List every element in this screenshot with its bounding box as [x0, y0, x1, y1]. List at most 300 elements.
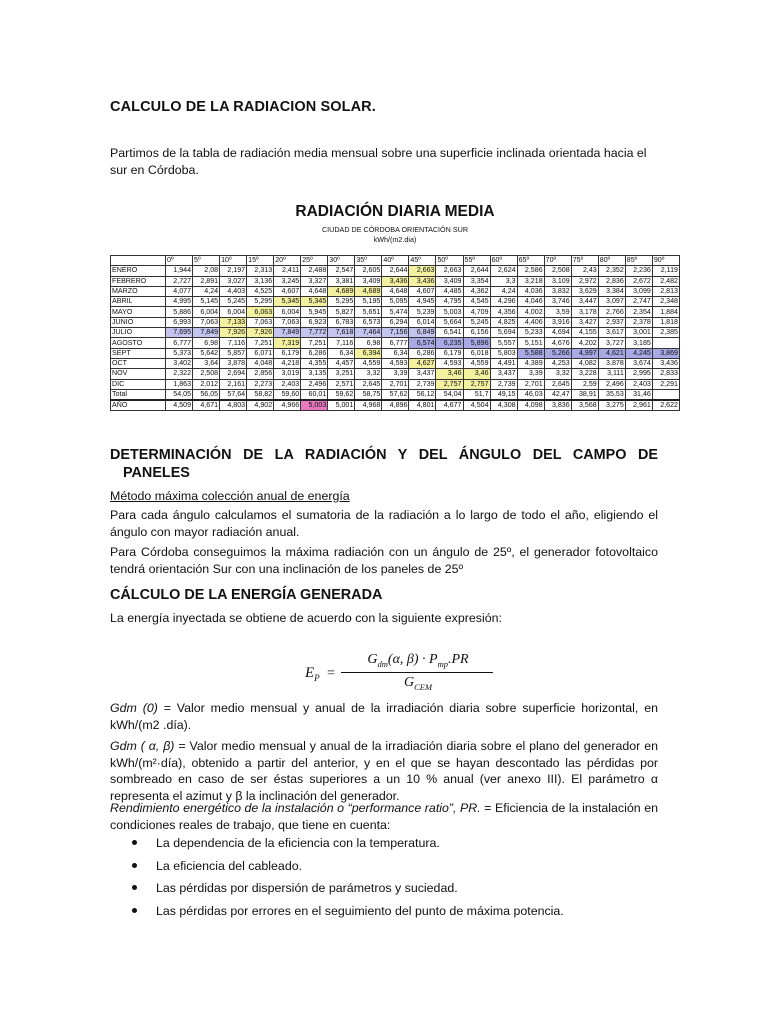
table-cell: 5,345: [301, 297, 328, 307]
table-cell: 5,588: [517, 348, 544, 358]
table-cell: 3,245: [274, 276, 301, 286]
table-cell: 1,944: [166, 266, 193, 276]
table-cell: 3,027: [220, 276, 247, 286]
table-header-cell: 45º: [409, 256, 436, 266]
table-cell: 4,997: [571, 348, 598, 358]
table-cell: 6,071: [247, 348, 274, 358]
list-item: Las pérdidas por errores en el seguimiento del punto de máxima potencia.: [132, 903, 564, 926]
definition-gdm-alpha-beta: [110, 738, 658, 804]
table-cell: 3,384: [598, 286, 625, 296]
table-row: [111, 286, 680, 296]
table-cell: 2,273: [247, 379, 274, 389]
table-cell: 5,145: [193, 297, 220, 307]
table-header-cell: 25º: [301, 256, 328, 266]
section-heading-energy: CÁLCULO DE LA ENERGÍA GENERADA: [110, 587, 383, 603]
formula-lhs: $E_P$: [305, 665, 320, 683]
table-cell: 49,15: [490, 389, 517, 400]
table-cell: 3,436: [409, 276, 436, 286]
table-cell: 4,709: [463, 307, 490, 317]
table-cell: 4,002: [517, 307, 544, 317]
table-header-cell: 80º: [598, 256, 625, 266]
table-cell: 5,651: [355, 307, 382, 317]
table-cell: 2,672: [625, 276, 652, 286]
table-cell: 5,266: [544, 348, 571, 358]
table-cell: 4,545: [463, 297, 490, 307]
table-cell: 3,878: [220, 358, 247, 368]
table-cell: 5,345: [274, 297, 301, 307]
table-cell: 3,447: [571, 297, 598, 307]
table-cell: 54,05: [166, 389, 193, 400]
table-cell: 5,295: [247, 297, 274, 307]
table-cell: 7,116: [328, 338, 355, 348]
table-title: RADIACIÓN DIARIA MEDIA: [295, 203, 495, 220]
table-cell: 2,482: [652, 276, 679, 286]
table-cell: 6,541: [436, 328, 463, 338]
table-cell: 6,004: [193, 307, 220, 317]
table-row-label: SEPT: [111, 348, 166, 358]
table-cell: 5,945: [301, 307, 328, 317]
table-header-corner: [111, 256, 166, 266]
table-header-cell: 50º: [436, 256, 463, 266]
table-row: [111, 297, 680, 307]
table-cell: 3,3: [490, 276, 517, 286]
table-cell: 6,286: [301, 348, 328, 358]
table-cell: 4,356: [490, 307, 517, 317]
table-cell: 4,676: [544, 338, 571, 348]
paragraph-max-radiation: Para Córdoba conseguimos la máxima radiación con un ángulo de 25º, el generador fotovoltaico tendrá orientación Sur con una inclinación de los paneles de 25º: [110, 545, 658, 576]
table-row-label: NOV: [111, 369, 166, 379]
table-cell: 5,001: [328, 400, 355, 411]
table-cell: 4,671: [193, 400, 220, 411]
table-cell: 5,295: [328, 297, 355, 307]
table-cell: 4,621: [598, 348, 625, 358]
table-row-label: JULIO: [111, 328, 166, 338]
table-cell: 4,945: [409, 297, 436, 307]
table-cell: 2,622: [652, 400, 679, 411]
bullet-icon: [132, 885, 137, 890]
table-cell: 3,111: [598, 369, 625, 379]
table-cell: 5,857: [220, 348, 247, 358]
table-row-label: FEBRERO: [111, 276, 166, 286]
table-cell: 2,836: [598, 276, 625, 286]
table-cell: 5,095: [382, 297, 409, 307]
table-cell: 6,294: [382, 317, 409, 327]
table-cell: 3,39: [382, 369, 409, 379]
table-cell: 5,886: [166, 307, 193, 317]
table-cell: 2,547: [328, 266, 355, 276]
table-cell: 4,593: [436, 358, 463, 368]
table-cell: 4,389: [517, 358, 544, 368]
table-cell: 3,436: [652, 358, 679, 368]
table-cell: 6,014: [409, 317, 436, 327]
table-cell: 2,322: [166, 369, 193, 379]
table-cell: 2,739: [409, 379, 436, 389]
table-cell: 3,39: [517, 369, 544, 379]
table-cell: 3,59: [544, 307, 571, 317]
table-cell: 46,03: [517, 389, 544, 400]
table-cell: 2,856: [247, 369, 274, 379]
table-header-cell: 15º: [247, 256, 274, 266]
table-cell: 3,32: [355, 369, 382, 379]
method-text: Método máxima colección anual de energía: [110, 489, 350, 503]
table-cell: 6,98: [193, 338, 220, 348]
table-cell: 6,923: [301, 317, 328, 327]
table-cell: 2,961: [625, 400, 652, 411]
table-header-row: [111, 256, 680, 266]
table-cell: 5,151: [517, 338, 544, 348]
table-cell: 42,47: [544, 389, 571, 400]
table-cell: 3,109: [544, 276, 571, 286]
table-cell: 2,586: [517, 266, 544, 276]
table-cell: 7,063: [274, 317, 301, 327]
table-cell: 3,617: [598, 328, 625, 338]
table-row: [111, 317, 680, 327]
table-cell: 4,491: [490, 358, 517, 368]
table-cell: 2,348: [652, 297, 679, 307]
table-cell: 4,077: [166, 286, 193, 296]
table-cell: 2,488: [301, 266, 328, 276]
table-cell: 3,746: [544, 297, 571, 307]
table-cell: 6,156: [463, 328, 490, 338]
definition-performance-ratio: [110, 800, 658, 833]
table-cell: 2,352: [598, 266, 625, 276]
table-cell: 4,995: [166, 297, 193, 307]
table-cell: 4,048: [247, 358, 274, 368]
table-cell: 3,275: [598, 400, 625, 411]
table-cell: 2,972: [571, 276, 598, 286]
text-performance-ratio: = Eficiencia de la instalación en condiciones reales de trabajo, que tiene en cuenta:: [110, 801, 658, 832]
table-cell: 3,916: [544, 317, 571, 327]
table-cell: 4,253: [544, 358, 571, 368]
table-cell: 2,571: [328, 379, 355, 389]
table-cell: 3,46: [463, 369, 490, 379]
table-cell: 5,373: [166, 348, 193, 358]
table-cell: 57,62: [382, 389, 409, 400]
table-cell: 6,573: [355, 317, 382, 327]
bullet-icon: [132, 863, 137, 868]
table-cell: 1,818: [652, 317, 679, 327]
table-cell: 6,063: [247, 307, 274, 317]
table-cell: 4,803: [220, 400, 247, 411]
table-cell: 4,082: [571, 358, 598, 368]
table-cell: 6,993: [166, 317, 193, 327]
section-heading-radiation-angle: [110, 447, 658, 482]
table-cell: 2,508: [544, 266, 571, 276]
table-cell: 3,436: [382, 276, 409, 286]
table-row-label: DIC: [111, 379, 166, 389]
table-cell: 3,437: [409, 369, 436, 379]
table-cell: 4,559: [463, 358, 490, 368]
table-cell: 3,869: [652, 348, 679, 358]
table-cell: 58,75: [355, 389, 382, 400]
table-subtitle: CIUDAD DE CÓRDOBA ORIENTACIÓN SUR: [321, 225, 469, 234]
table-row: [111, 328, 680, 338]
table-cell: 2,937: [598, 317, 625, 327]
table-cell: 6,98: [355, 338, 382, 348]
table-header-cell: 40º: [382, 256, 409, 266]
table-cell: 7,464: [355, 328, 382, 338]
table-cell: 4,801: [409, 400, 436, 411]
table-cell: 3,836: [544, 400, 571, 411]
table-cell: 4,218: [274, 358, 301, 368]
radiation-table: [110, 255, 680, 411]
table-cell: 4,607: [274, 286, 301, 296]
table-row-label: OCT: [111, 358, 166, 368]
table-cell: 5,003: [436, 307, 463, 317]
table-cell: 7,133: [220, 317, 247, 327]
table-cell: 3,427: [571, 317, 598, 327]
table-cell: 4,509: [166, 400, 193, 411]
table-cell: 2,236: [625, 266, 652, 276]
table-cell: 2,663: [436, 266, 463, 276]
list-item: La eficiencia del cableado.: [132, 858, 564, 881]
table-cell: 3,381: [328, 276, 355, 286]
table-cell: 54,04: [436, 389, 463, 400]
radiation-table-figure: [110, 203, 680, 413]
table-cell: 2,496: [301, 379, 328, 389]
table-cell: 4,24: [490, 286, 517, 296]
table-cell: 4,966: [274, 400, 301, 411]
table-cell: 2,766: [598, 307, 625, 317]
table-cell: 4,457: [328, 358, 355, 368]
table-cell: 6,235: [436, 338, 463, 348]
table-header-cell: 5º: [193, 256, 220, 266]
list-item: La dependencia de la eficiencia con la temperatura.: [132, 835, 564, 858]
table-cell: 5,233: [517, 328, 544, 338]
table-cell: 4,355: [301, 358, 328, 368]
table-cell: 4,485: [436, 286, 463, 296]
table-cell: 4,689: [328, 286, 355, 296]
table-cell: 2,59: [571, 379, 598, 389]
table-cell: 4,902: [247, 400, 274, 411]
table-row-label: Total: [111, 389, 166, 400]
table-cell: 5,245: [463, 317, 490, 327]
table-cell: 7,772: [301, 328, 328, 338]
table-cell: 1,863: [166, 379, 193, 389]
table-cell: 3,097: [598, 297, 625, 307]
table-cell: 3,878: [598, 358, 625, 368]
table-cell: [652, 338, 679, 348]
table-row: [111, 369, 680, 379]
energy-formula: [305, 652, 505, 696]
table-cell: 7,063: [247, 317, 274, 327]
table-cell: 3,832: [544, 286, 571, 296]
table-cell: 3,629: [571, 286, 598, 296]
table-cell: 38,91: [571, 389, 598, 400]
table-cell: 4,593: [382, 358, 409, 368]
table-cell: 3,674: [625, 358, 652, 368]
table-header-cell: 85º: [625, 256, 652, 266]
table-cell: 6,777: [382, 338, 409, 348]
table-cell: 3,568: [571, 400, 598, 411]
table-cell: 6,179: [274, 348, 301, 358]
table-cell: 2,813: [652, 286, 679, 296]
table-cell: 3,099: [625, 286, 652, 296]
table-cell: 5,827: [328, 307, 355, 317]
table-cell: 4,098: [517, 400, 544, 411]
list-item: Las pérdidas por dispersión de parámetros y suciedad.: [132, 880, 564, 903]
definition-gdm0: [110, 700, 658, 733]
table-cell: 3,727: [598, 338, 625, 348]
page-title: CALCULO DE LA RADIACION SOLAR.: [110, 99, 376, 115]
table-cell: 7,695: [166, 328, 193, 338]
table-cell: 6,574: [409, 338, 436, 348]
table-cell: 3,409: [355, 276, 382, 286]
table-cell: 4,245: [625, 348, 652, 358]
table-cell: 7,926: [220, 328, 247, 338]
table-header-cell: 65º: [517, 256, 544, 266]
table-cell: 2,995: [625, 369, 652, 379]
table-cell: 2,644: [463, 266, 490, 276]
table-cell: 4,036: [517, 286, 544, 296]
table-cell: 6,849: [409, 328, 436, 338]
term-gdm0: Gdm (0): [110, 701, 158, 715]
table-cell: 3,32: [544, 369, 571, 379]
table-row: [111, 379, 680, 389]
table-cell: 5,557: [490, 338, 517, 348]
table-cell: 2,403: [625, 379, 652, 389]
table-row-label: MARZO: [111, 286, 166, 296]
table-cell: 4,202: [571, 338, 598, 348]
table-row: [111, 266, 680, 276]
table-cell: 4,308: [490, 400, 517, 411]
table-cell: 3,185: [625, 338, 652, 348]
term-performance-ratio: Rendimiento energético de la instalación o “performance ratio”, PR.: [110, 801, 481, 815]
table-cell: 2,378: [625, 317, 652, 327]
table-row-label: AGOSTO: [111, 338, 166, 348]
table-cell: 2,645: [355, 379, 382, 389]
table-cell: 2,403: [274, 379, 301, 389]
table-header-cell: 0º: [166, 256, 193, 266]
table-cell: 51,7: [463, 389, 490, 400]
formula-fraction-bar: [341, 672, 493, 673]
table-cell: 2,701: [382, 379, 409, 389]
table-cell: 2,727: [166, 276, 193, 286]
table-cell: [652, 389, 679, 400]
bullet-icon: [132, 908, 137, 913]
table-cell: 2,197: [220, 266, 247, 276]
table-row-label: ABRIL: [111, 297, 166, 307]
table-cell: 4,525: [247, 286, 274, 296]
table-cell: 2,119: [652, 266, 679, 276]
table-cell: 2,645: [544, 379, 571, 389]
table-cell: 7,849: [274, 328, 301, 338]
table-cell: 4,504: [463, 400, 490, 411]
table-cell: 2,291: [652, 379, 679, 389]
table-row: [111, 400, 680, 411]
table-header-cell: 75º: [571, 256, 598, 266]
table-cell: 5,474: [382, 307, 409, 317]
table-header-cell: 70º: [544, 256, 571, 266]
table-cell: 3,64: [193, 358, 220, 368]
table-row: [111, 389, 680, 400]
table-cell: 4,296: [490, 297, 517, 307]
formula-numerator: $G_{dm}(\alpha$, $\beta) \cdot P_{mp}.PR$: [367, 652, 469, 669]
table-cell: 2,411: [274, 266, 301, 276]
table-cell: 2,161: [220, 379, 247, 389]
table-cell: 3,437: [490, 369, 517, 379]
table-cell: 7,156: [382, 328, 409, 338]
table-header-cell: 55º: [463, 256, 490, 266]
table-cell: 2,757: [463, 379, 490, 389]
table-cell: 3,136: [247, 276, 274, 286]
table-cell: 6,394: [355, 348, 382, 358]
table-cell: 6,004: [274, 307, 301, 317]
table-cell: 6,018: [463, 348, 490, 358]
table-cell: 2,663: [409, 266, 436, 276]
table-cell: 2,508: [193, 369, 220, 379]
table-cell: 7,618: [328, 328, 355, 338]
performance-factors-list: [132, 835, 564, 925]
table-cell: 5,896: [463, 338, 490, 348]
table-cell: 57,64: [220, 389, 247, 400]
table-cell: 2,496: [598, 379, 625, 389]
table-header-cell: 60º: [490, 256, 517, 266]
table-cell: 3,251: [328, 369, 355, 379]
table-cell: 6,777: [166, 338, 193, 348]
table-cell: 4,362: [463, 286, 490, 296]
table-cell: 3,409: [436, 276, 463, 286]
bullet-icon: [132, 840, 137, 845]
table-cell: 2,012: [193, 379, 220, 389]
table-cell: 7,251: [301, 338, 328, 348]
table-cell: 4,968: [355, 400, 382, 411]
table-cell: 3,402: [166, 358, 193, 368]
table-header-cell: 30º: [328, 256, 355, 266]
table-cell: 4,677: [436, 400, 463, 411]
table-cell: 4,648: [301, 286, 328, 296]
table-cell: 5,664: [436, 317, 463, 327]
table-cell: 3,228: [571, 369, 598, 379]
table-cell: 4,689: [355, 286, 382, 296]
heading-line-1: DETERMINACIÓN DE LA RADIACIÓN Y DEL ÁNGULO DEL CAMPO DE: [110, 447, 658, 463]
table-cell: 6,179: [436, 348, 463, 358]
table-cell: 2,43: [571, 266, 598, 276]
heading-line-2: PANELES: [123, 464, 190, 481]
table-cell: 59,60: [274, 389, 301, 400]
table-cell: 58,82: [247, 389, 274, 400]
table-cell: 2,644: [382, 266, 409, 276]
method-label: [110, 488, 658, 505]
table-cell: 2,08: [193, 266, 220, 276]
table-cell: 2,385: [652, 328, 679, 338]
table-cell: 6,34: [328, 348, 355, 358]
table-row-label: MAYO: [111, 307, 166, 317]
table-units: kWh/(m2.dia): [373, 235, 417, 244]
table-cell: 3,001: [625, 328, 652, 338]
table-cell: 4,607: [409, 286, 436, 296]
table-row: [111, 276, 680, 286]
table-cell: 7,849: [193, 328, 220, 338]
table-cell: 2,891: [193, 276, 220, 286]
table-row: [111, 307, 680, 317]
table-cell: 1,884: [652, 307, 679, 317]
term-gdm-alpha-beta: Gdm ( α, β): [110, 739, 175, 753]
table-cell: 6,004: [220, 307, 247, 317]
table-cell: 2,757: [436, 379, 463, 389]
table-row: [111, 338, 680, 348]
table-cell: 3,218: [517, 276, 544, 286]
table-cell: 3,135: [301, 369, 328, 379]
paragraph-energy-expression: La energía inyectada se obtiene de acuerdo con la siguiente expresión:: [110, 611, 502, 625]
table-cell: 3,46: [436, 369, 463, 379]
table-cell: 56,12: [409, 389, 436, 400]
table-cell: 3,019: [274, 369, 301, 379]
table-cell: 7,063: [193, 317, 220, 327]
intro-paragraph: Partimos de la tabla de radiación media mensual sobre una superficie inclinada orientada hacia el sur en Córdoba.: [110, 146, 647, 177]
table-cell: 2,739: [490, 379, 517, 389]
text-gdm0: = Valor medio mensual y anual de la irradiación diaria sobre superficie horizontal, en kWh/(m2 .día).: [110, 701, 659, 732]
